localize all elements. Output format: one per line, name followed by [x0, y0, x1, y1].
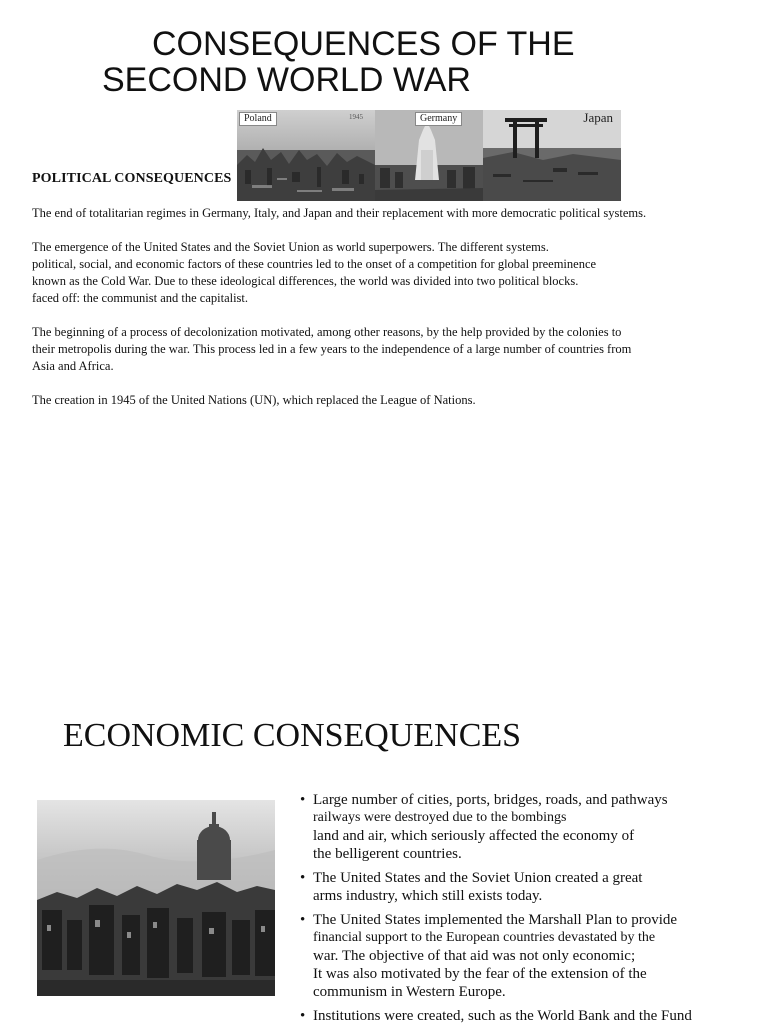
list-item	[300, 1007, 755, 1024]
political-paragraph	[32, 392, 722, 409]
text-line: the belligerent countries.	[313, 846, 462, 862]
political-consequences-body	[32, 205, 722, 426]
text-line: their metropolis during the war. This process led in a few years to the independence of a large number of countries from	[32, 342, 632, 356]
text-line: The beginning of a process of decolonization motivated, among other reasons, by the help provided by the colonies to	[32, 325, 622, 339]
text-line: • The United States and the Soviet Union created a great	[313, 870, 643, 886]
bombed-london-cathedral-photo	[37, 800, 275, 996]
photo-label-germany: Germany	[415, 112, 462, 126]
title-line-1: CONSEQUENCES OF THE	[152, 25, 575, 63]
torii-gate-ruins-photo	[483, 110, 621, 201]
text-line: communism in Western Europe.	[313, 984, 506, 1000]
ruined-city-photo	[237, 110, 375, 201]
text-line: financial support to the European countries devastated by the	[313, 930, 656, 945]
list-item	[300, 791, 755, 863]
political-paragraph	[32, 205, 722, 222]
bombed-church-photo	[375, 110, 483, 201]
text-line: The end of totalitarian regimes in Germany, Italy, and Japan and their replacement with more democratic political systems.	[32, 206, 647, 220]
text-line: The emergence of the United States and the Soviet Union as world superpowers. The different systems.	[32, 240, 549, 254]
text-line: arms industry, which still exists today.	[313, 888, 543, 904]
political-paragraph	[32, 324, 722, 375]
war-ruins-photo-strip	[237, 110, 621, 201]
svg-text:1945: 1945	[349, 113, 363, 121]
page-title	[102, 26, 662, 98]
text-line: It was also motivated by the fear of the extension of the	[313, 966, 647, 982]
text-line: • The United States implemented the Marshall Plan to provide	[313, 912, 678, 928]
text-line: • Institutions were created, such as the World Bank and the Fund	[313, 1008, 692, 1024]
text-line: political, social, and economic factors of these countries led to the onset of a competition for global preeminence	[32, 257, 597, 271]
list-item	[300, 911, 755, 1001]
text-line: war. The objective of that aid was not only economic;	[313, 948, 636, 964]
photo-label-japan: Japan	[583, 110, 613, 125]
text-line: faced off: the communist and the capitalist.	[32, 291, 249, 305]
list-item	[300, 869, 755, 905]
text-line: The creation in 1945 of the United Nations (UN), which replaced the League of Nations.	[32, 393, 476, 407]
title-line-2: SECOND WORLD WAR	[102, 61, 471, 99]
political-paragraph	[32, 239, 722, 307]
text-line: • Large number of cities, ports, bridges, roads, and pathways	[313, 792, 668, 808]
photo-label-poland: Poland	[239, 112, 277, 126]
economic-consequences-heading: ECONOMIC CONSEQUENCES	[63, 717, 522, 754]
economic-consequences-list	[300, 791, 755, 1024]
text-line: railways were destroyed due to the bombings	[313, 810, 567, 825]
text-line: land and air, which seriously affected the economy of	[313, 828, 635, 844]
text-line: known as the Cold War. Due to these ideological differences, the world was divided into two political blocks.	[32, 274, 579, 288]
text-line: Asia and Africa.	[32, 359, 114, 373]
political-consequences-heading: POLITICAL CONSEQUENCES	[32, 171, 232, 186]
